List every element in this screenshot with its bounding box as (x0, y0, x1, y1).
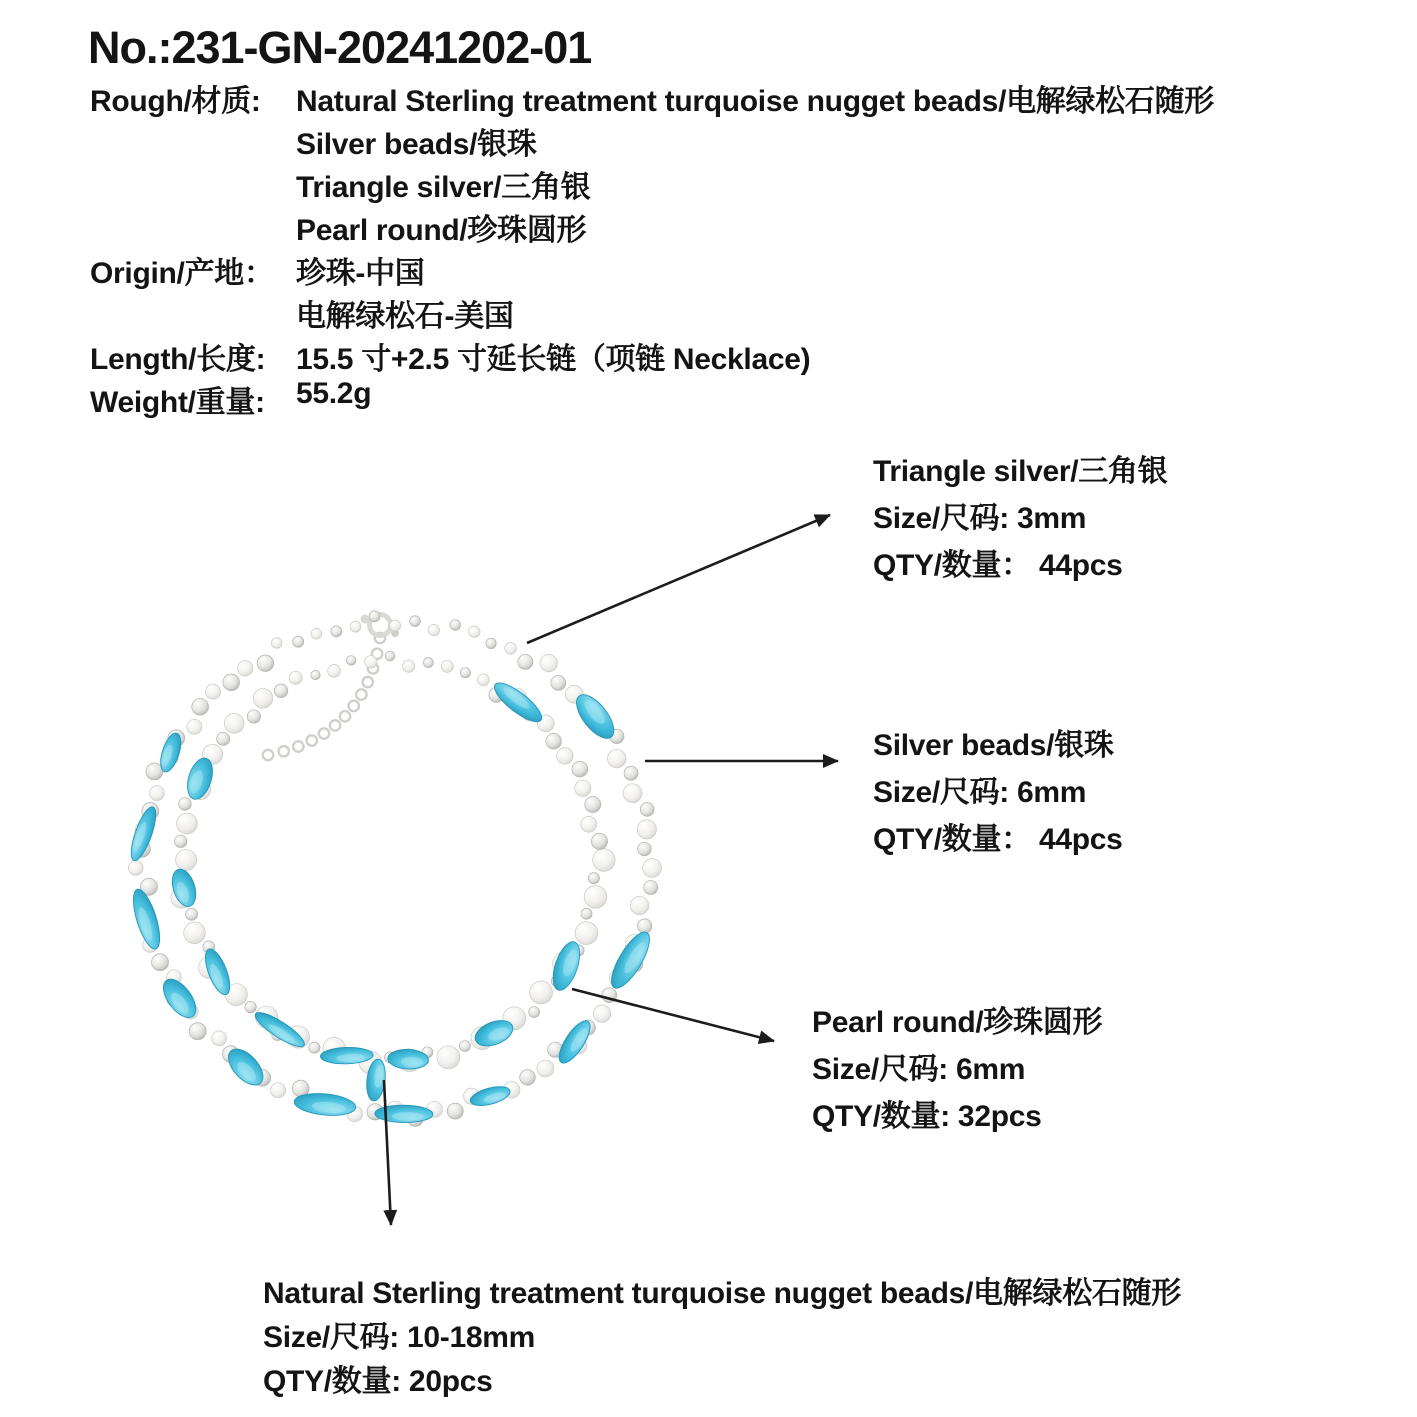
spec-row-origin-cont (90, 291, 1400, 334)
callout-qty: QTY/数量: 20pcs (263, 1365, 493, 1398)
spec-value: Natural Sterling treatment turquoise nugget beads/电解绿松石随形 (296, 85, 1214, 118)
spec-value: Silver beads/银珠 (296, 128, 537, 161)
spec-label: Rough/材质: (90, 85, 261, 118)
spec-row-origin (90, 248, 1400, 291)
callout-title: Triangle silver/三角银 (873, 455, 1168, 488)
spec-value: Triangle silver/三角银 (296, 171, 591, 204)
spec-value: 15.5 寸+2.5 寸延长链（项链 Necklace) (296, 343, 811, 376)
callout-pearl-round (812, 999, 1102, 1140)
callout-size: Size/尺码: 3mm (873, 502, 1087, 535)
spec-row-material-cont (90, 119, 1400, 162)
callout-triangle-silver (873, 448, 1167, 589)
spec-value: 珍珠-中国 (296, 257, 425, 290)
spec-row-material-cont (90, 205, 1400, 248)
callout-qty: QTY/数量： 44pcs (873, 549, 1123, 582)
spec-value: 55.2g (296, 377, 372, 410)
callout-silver-beads (873, 722, 1123, 863)
spec-row-material (90, 76, 1400, 119)
spec-row-weight (90, 377, 1400, 420)
callout-size: Size/尺码: 6mm (873, 776, 1087, 809)
callout-qty: QTY/数量: 32pcs (812, 1100, 1042, 1133)
callout-title: Pearl round/珍珠圆形 (812, 1006, 1103, 1039)
spec-label: Length/长度: (90, 343, 266, 376)
spec-row-length (90, 334, 1400, 377)
callout-size: Size/尺码: 6mm (812, 1053, 1026, 1086)
callout-title: Silver beads/银珠 (873, 729, 1114, 762)
product-number: No.:231-GN-20241202-01 (88, 22, 592, 73)
callout-size: Size/尺码: 10-18mm (263, 1321, 535, 1354)
spec-value: Pearl round/珍珠圆形 (296, 214, 587, 247)
callout-turquoise-nuggets (263, 1272, 1181, 1404)
necklace-photo (118, 578, 683, 1148)
callout-title: Natural Sterling treatment turquoise nugget beads/电解绿松石随形 (263, 1277, 1181, 1310)
spec-row-material-cont (90, 162, 1400, 205)
spec-value: 电解绿松石-美国 (296, 300, 514, 333)
callout-qty: QTY/数量： 44pcs (873, 823, 1123, 856)
spec-table (90, 76, 1400, 420)
spec-label: Weight/重量: (90, 386, 265, 419)
spec-label: Origin/产地： (90, 257, 274, 290)
